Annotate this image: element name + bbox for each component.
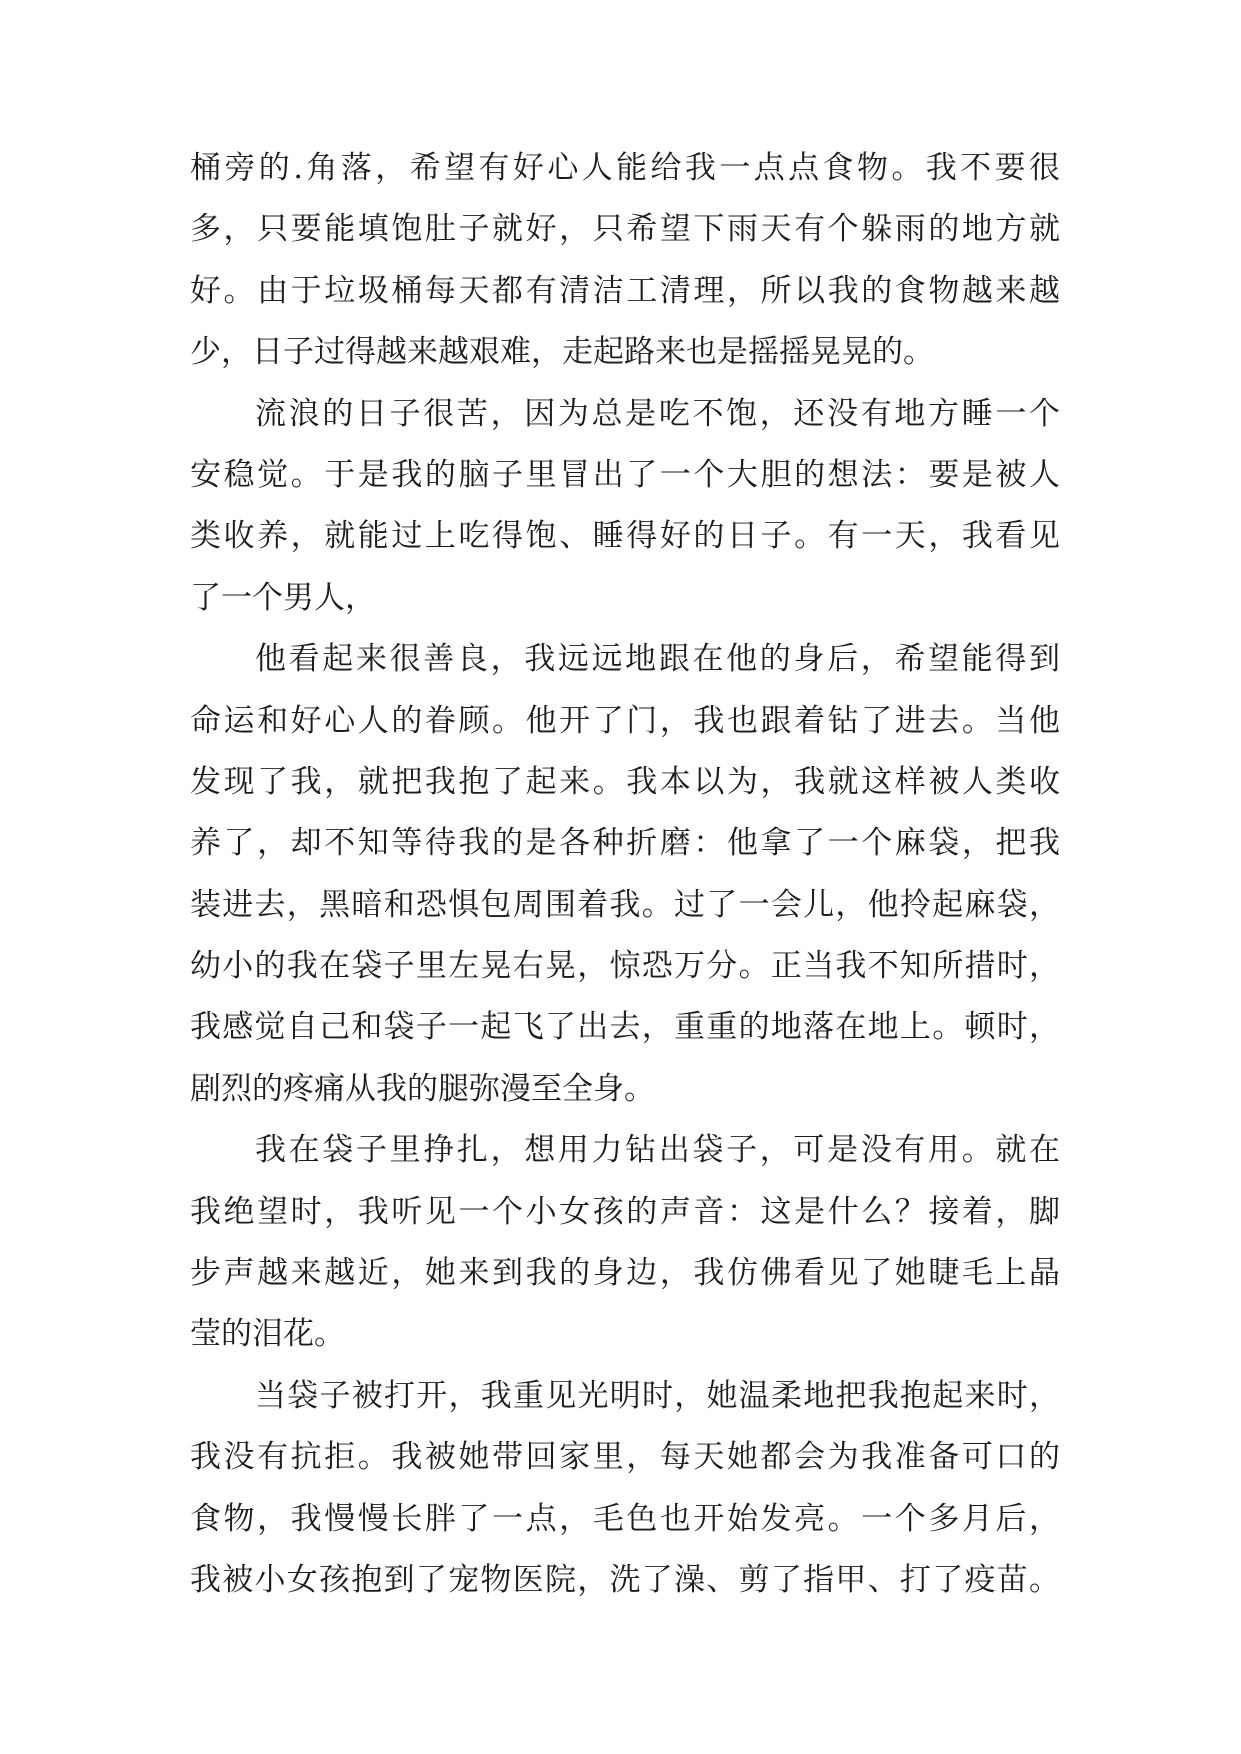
text-line: 幼小的我在袋子里左晃右晃，惊恐万分。正当我不知所措时， (190, 948, 1060, 985)
text-line: 我被小女孩抱到了宠物医院，洗了澡、剪了指甲、打了疫苗。 (190, 1561, 1060, 1598)
text-line: 步声越来越近，她来到我的身边，我仿佛看见了她睫毛上晶 (190, 1255, 1060, 1292)
text-line: 当袋子被打开，我重见光明时，她温柔地把我抱起来时， (255, 1377, 1060, 1414)
text-line: 好。由于垃圾桶每天都有清洁工清理，所以我的食物越来越 (190, 272, 1060, 309)
text-line: 流浪的日子很苦，因为总是吃不饱，还没有地方睡一个 (255, 395, 1060, 432)
text-line: 食物，我慢慢长胖了一点，毛色也开始发亮。一个多月后， (190, 1500, 1060, 1537)
text-line: 发现了我，就把我抱了起来。我本以为，我就这样被人类收 (190, 763, 1060, 800)
text-line: 莹的泪花。 (190, 1316, 345, 1353)
text-line: 剧烈的疼痛从我的腿弥漫至全身。 (190, 1070, 655, 1107)
text-line: 少，日子过得越来越艰难，走起路来也是摇摇晃晃的。 (190, 334, 934, 371)
paragraph-5 (190, 1366, 1060, 1612)
text-line: 命运和好心人的眷顾。他开了门，我也跟着钻了进去。当他 (190, 702, 1060, 739)
text-line: 他看起来很善良，我远远地跟在他的身后，希望能得到 (255, 641, 1060, 678)
text-line: 桶旁的.角落，希望有好心人能给我一点点食物。我不要很 (190, 150, 1060, 186)
text-line: 养了，却不知等待我的是各种折磨：他拿了一个麻袋，把我 (190, 825, 1060, 862)
text-line: 装进去，黑暗和恐惧包周围着我。过了一会儿，他拎起麻袋， (190, 886, 1060, 923)
text-line: 类收养，就能过上吃得饱、睡得好的日子。有一天，我看见 (190, 518, 1060, 555)
text-line: 我感觉自己和袋子一起飞了出去，重重的地落在地上。顿时， (190, 1009, 1060, 1046)
text-line: 我绝望时，我听见一个小女孩的声音：这是什么？接着，脚 (190, 1193, 1060, 1230)
text-line: 我没有抗拒。我被她带回家里，每天她都会为我准备可口的 (190, 1439, 1060, 1476)
body-text (190, 138, 1060, 1611)
paragraph-3 (190, 629, 1060, 1120)
text-line: 安稳觉。于是我的脑子里冒出了一个大胆的想法：要是被人 (190, 456, 1060, 493)
paragraph-4 (190, 1120, 1060, 1366)
text-line: 我在袋子里挣扎，想用力钻出袋子，可是没有用。就在 (255, 1132, 1060, 1169)
text-line: 多，只要能填饱肚子就好，只希望下雨天有个躲雨的地方就 (190, 211, 1060, 248)
text-line: 了一个男人， (190, 579, 376, 616)
paragraph-1 (190, 138, 1060, 384)
paragraph-2 (190, 384, 1060, 630)
